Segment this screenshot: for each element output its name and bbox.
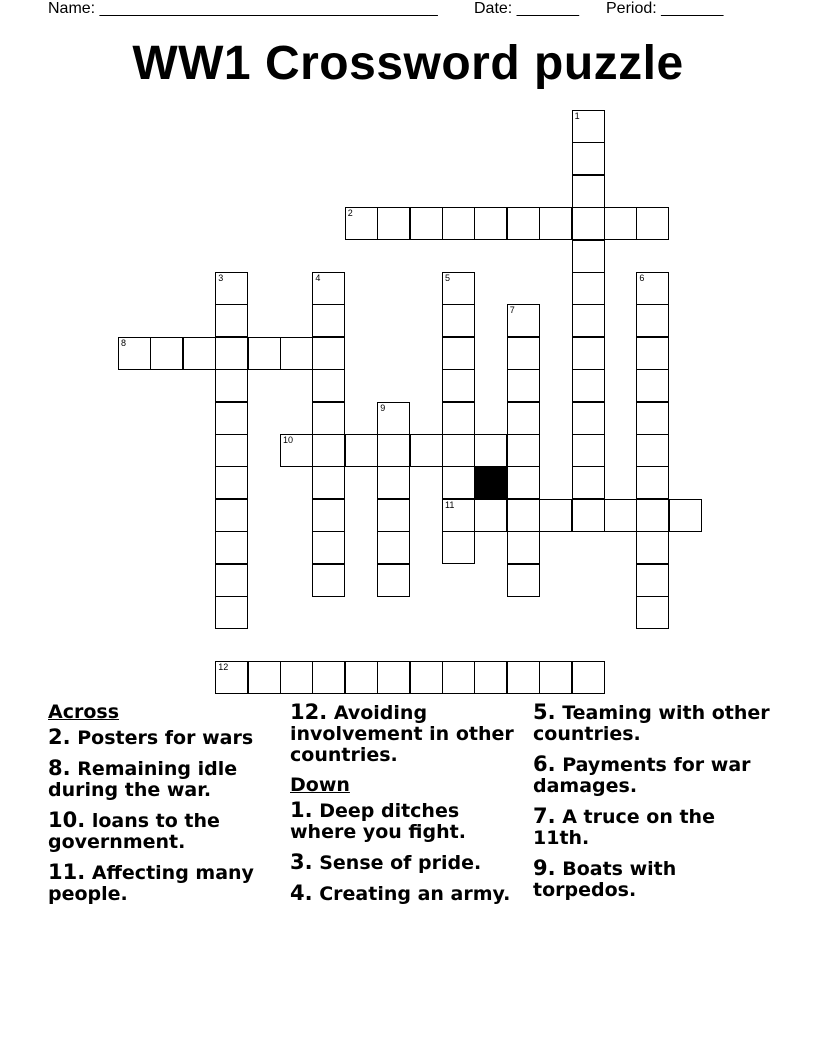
grid-cell[interactable] — [215, 369, 248, 402]
clue-number: 8. — [48, 756, 71, 780]
grid-cell[interactable] — [507, 304, 540, 337]
clue-across-8 — [48, 758, 278, 801]
clue-text: Affecting many people. — [48, 862, 254, 905]
grid-cell[interactable] — [572, 337, 605, 370]
grid-cell[interactable] — [507, 499, 540, 532]
grid-cell[interactable] — [442, 402, 475, 435]
grid-cell[interactable] — [215, 466, 248, 499]
grid-cell[interactable] — [280, 661, 313, 694]
grid-cell[interactable] — [377, 207, 410, 240]
clue-number: 2. — [48, 725, 71, 749]
grid-cell[interactable] — [572, 110, 605, 143]
grid-cell[interactable] — [377, 499, 410, 532]
grid-cell[interactable] — [215, 272, 248, 305]
grid-cell[interactable] — [572, 466, 605, 499]
clue-across-2 — [48, 727, 278, 749]
black-square — [474, 466, 507, 499]
grid-cell[interactable] — [410, 434, 443, 467]
grid-cell[interactable] — [442, 466, 475, 499]
clue-text: Posters for wars — [77, 727, 254, 749]
clue-number: 12. — [290, 700, 328, 724]
grid-cell[interactable] — [280, 337, 313, 370]
grid-cell[interactable] — [312, 304, 345, 337]
grid-cell[interactable] — [442, 661, 475, 694]
grid-cell[interactable] — [215, 661, 248, 694]
cell-number: 10 — [283, 435, 294, 445]
clue-text: Creating an army. — [319, 883, 511, 905]
grid-cell[interactable] — [572, 175, 605, 208]
clue-text: Remaining idle during the war. — [48, 758, 238, 801]
clue-text: A truce on the 11th. — [533, 806, 715, 849]
date-field-label[interactable]: Date: _______ — [474, 0, 579, 17]
grid-cell[interactable] — [604, 207, 637, 240]
grid-cell[interactable] — [377, 466, 410, 499]
grid-cell[interactable] — [572, 434, 605, 467]
grid-cell[interactable] — [507, 207, 540, 240]
grid-cell[interactable] — [312, 564, 345, 597]
cell-number: 6 — [639, 273, 645, 283]
grid-cell[interactable] — [215, 596, 248, 629]
clue-number: 6. — [533, 752, 556, 776]
grid-cell[interactable] — [636, 304, 669, 337]
clue-text: loans to the government. — [48, 810, 220, 853]
grid-cell[interactable] — [118, 337, 151, 370]
clue-text: Teaming with other countries. — [533, 702, 770, 745]
clues-column-1 — [48, 702, 278, 914]
grid-cell[interactable] — [442, 499, 475, 532]
grid-cell[interactable] — [636, 207, 669, 240]
clue-down-9 — [533, 858, 773, 901]
grid-cell[interactable] — [636, 531, 669, 564]
clue-down-4 — [290, 883, 525, 905]
grid-cell[interactable] — [636, 402, 669, 435]
grid-cell[interactable] — [280, 434, 313, 467]
grid-cell[interactable] — [215, 402, 248, 435]
grid-cell[interactable] — [215, 304, 248, 337]
cell-number: 3 — [218, 273, 224, 283]
grid-cell[interactable] — [442, 272, 475, 305]
grid-cell[interactable] — [215, 434, 248, 467]
clue-down-3 — [290, 852, 525, 874]
down-heading: Down — [290, 774, 350, 796]
grid-cell[interactable] — [312, 531, 345, 564]
grid-cell[interactable] — [572, 661, 605, 694]
cell-number: 2 — [347, 208, 353, 219]
clue-number: 4. — [290, 881, 313, 905]
cell-number: 8 — [121, 337, 127, 348]
clue-down-1 — [290, 800, 525, 843]
clue-across-10 — [48, 810, 278, 853]
grid-cell[interactable] — [345, 207, 378, 240]
grid-cell[interactable] — [377, 531, 410, 564]
grid-cell[interactable] — [507, 369, 540, 402]
grid-cell[interactable] — [215, 531, 248, 564]
grid-cell[interactable] — [410, 207, 443, 240]
grid-cell[interactable] — [572, 240, 605, 273]
grid-cell[interactable] — [312, 661, 345, 694]
clues-column-2 — [290, 702, 525, 914]
cell-number: 9 — [380, 402, 386, 413]
clue-text: Deep ditches where you fight. — [290, 800, 466, 843]
grid-cell[interactable] — [312, 369, 345, 402]
grid-cell[interactable] — [507, 466, 540, 499]
grid-cell[interactable] — [572, 142, 605, 175]
grid-cell[interactable] — [474, 434, 507, 467]
period-field-label[interactable]: Period: _______ — [606, 0, 724, 17]
grid-cell[interactable] — [669, 499, 702, 532]
grid-cell[interactable] — [539, 499, 572, 532]
grid-cell[interactable] — [377, 402, 410, 435]
clue-text: Payments for war damages. — [533, 754, 751, 797]
grid-cell[interactable] — [636, 564, 669, 597]
grid-cell[interactable] — [377, 564, 410, 597]
grid-cell[interactable] — [442, 304, 475, 337]
grid-cell[interactable] — [636, 596, 669, 629]
grid-cell[interactable] — [636, 434, 669, 467]
grid-cell[interactable] — [572, 369, 605, 402]
grid-cell[interactable] — [636, 272, 669, 305]
grid-cell[interactable] — [636, 369, 669, 402]
clue-across-12 — [290, 702, 525, 766]
clue-number: 1. — [290, 798, 313, 822]
grid-cell[interactable] — [507, 434, 540, 467]
across-heading: Across — [48, 701, 120, 723]
cell-number: 4 — [315, 273, 321, 283]
grid-cell[interactable] — [474, 661, 507, 694]
grid-cell[interactable] — [507, 661, 540, 694]
cell-number: 7 — [509, 305, 515, 316]
grid-cell[interactable] — [312, 272, 345, 305]
grid-cell[interactable] — [183, 337, 216, 370]
grid-cell[interactable] — [248, 661, 281, 694]
grid-cell[interactable] — [636, 466, 669, 499]
grid-cell[interactable] — [377, 661, 410, 694]
clue-down-6 — [533, 754, 773, 797]
grid-cell[interactable] — [312, 499, 345, 532]
grid-cell[interactable] — [248, 337, 281, 370]
page-title: WW1 Crossword puzzle — [132, 37, 684, 90]
grid-cell[interactable] — [345, 434, 378, 467]
cell-number: 12 — [218, 661, 229, 672]
grid-cell[interactable] — [150, 337, 183, 370]
name-field-label[interactable]: Name: ______________________________________ — [48, 0, 438, 17]
grid-cell[interactable] — [345, 661, 378, 694]
clue-down-7 — [533, 806, 773, 849]
grid-cell[interactable] — [636, 337, 669, 370]
grid-cell[interactable] — [507, 531, 540, 564]
grid-cell[interactable] — [215, 564, 248, 597]
grid-cell[interactable] — [474, 499, 507, 532]
grid-cell[interactable] — [215, 499, 248, 532]
clue-text: Boats with torpedos. — [533, 858, 677, 901]
grid-cell[interactable] — [442, 337, 475, 370]
grid-cell[interactable] — [572, 499, 605, 532]
grid-cell[interactable] — [539, 661, 572, 694]
grid-cell[interactable] — [442, 434, 475, 467]
grid-cell[interactable] — [442, 531, 475, 564]
clue-text: Sense of pride. — [319, 852, 482, 874]
grid-cell[interactable] — [474, 207, 507, 240]
cell-number: 5 — [445, 273, 451, 283]
grid-cell[interactable] — [507, 564, 540, 597]
cell-number: 1 — [574, 111, 580, 121]
clue-down-5 — [533, 702, 773, 745]
grid-cell[interactable] — [604, 499, 637, 532]
grid-cell[interactable] — [572, 207, 605, 240]
clue-number: 7. — [533, 804, 556, 828]
grid-cell[interactable] — [442, 369, 475, 402]
grid-cell[interactable] — [215, 337, 248, 370]
clue-text: Avoiding involvement in other countries. — [290, 702, 514, 766]
grid-cell[interactable] — [539, 207, 572, 240]
clue-number: 11. — [48, 860, 86, 884]
clues-column-3 — [533, 702, 773, 910]
grid-cell[interactable] — [377, 434, 410, 467]
grid-cell[interactable] — [312, 466, 345, 499]
clue-across-11 — [48, 862, 278, 905]
grid-cell[interactable] — [507, 402, 540, 435]
grid-cell[interactable] — [442, 207, 475, 240]
clue-number: 5. — [533, 700, 556, 724]
grid-cell[interactable] — [312, 337, 345, 370]
grid-cell[interactable] — [312, 434, 345, 467]
grid-cell[interactable] — [572, 272, 605, 305]
grid-cell[interactable] — [636, 499, 669, 532]
clue-number: 9. — [533, 856, 556, 880]
clue-number: 3. — [290, 850, 313, 874]
grid-cell[interactable] — [572, 402, 605, 435]
grid-cell[interactable] — [410, 661, 443, 694]
cell-number: 11 — [445, 499, 455, 510]
grid-cell[interactable] — [507, 337, 540, 370]
grid-cell[interactable] — [312, 402, 345, 435]
grid-cell[interactable] — [572, 304, 605, 337]
clue-number: 10. — [48, 808, 86, 832]
